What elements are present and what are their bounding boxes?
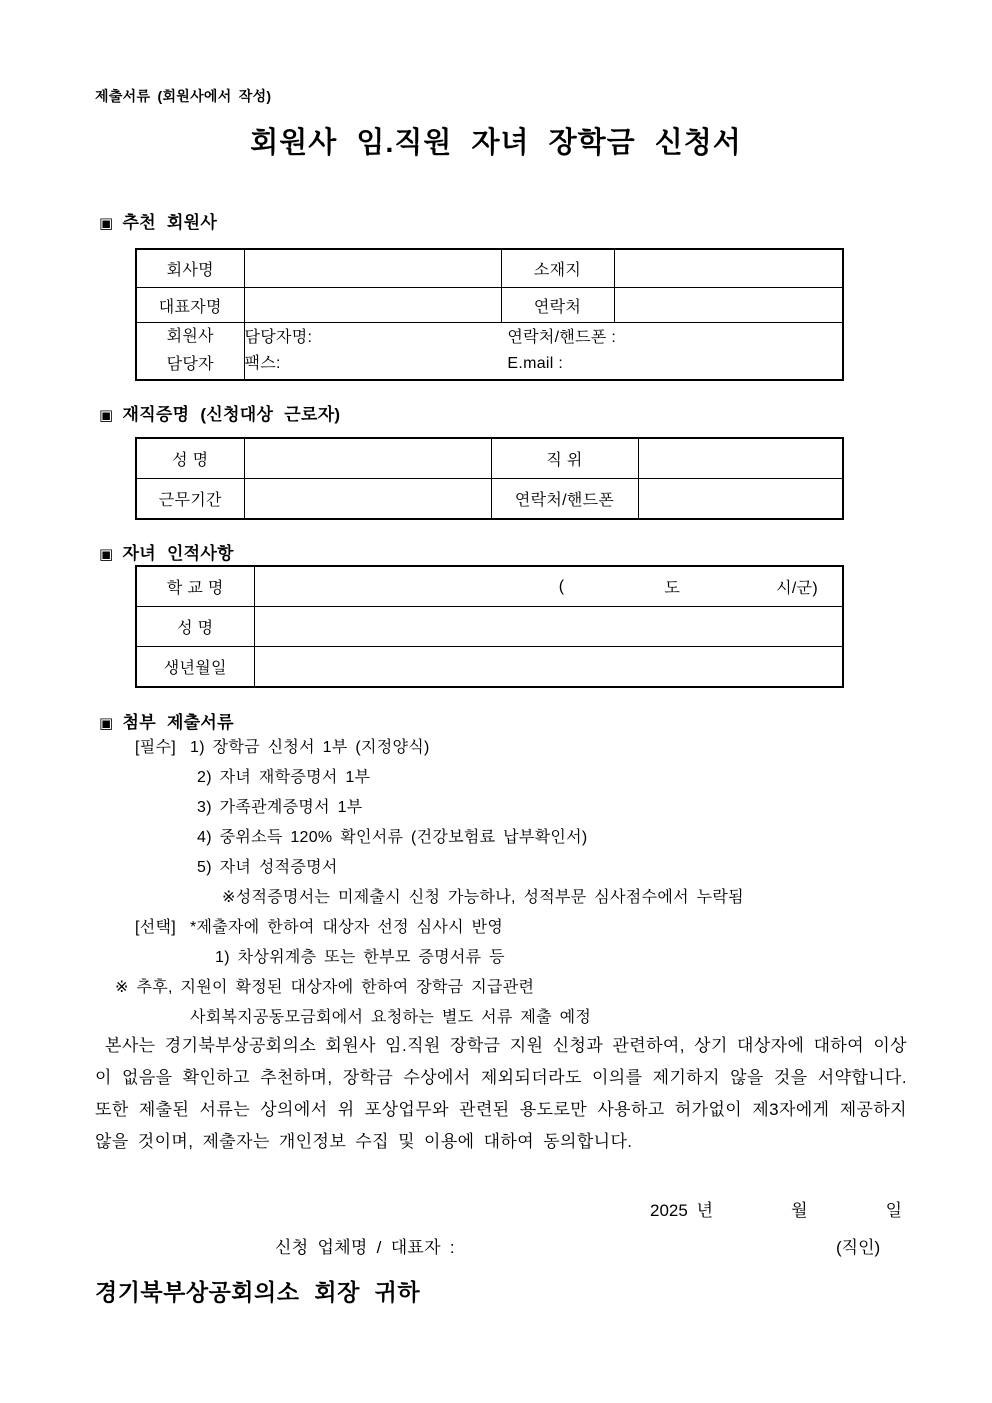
submission-note-label: 제출서류 (회원사에서 작성) [95,88,272,104]
school-name-field[interactable] [254,566,843,607]
optional-tag: [선택] [135,919,177,936]
section-title: 첨부 제출서류 [122,713,234,732]
section-square-icon: ▣ [99,546,114,563]
company-name-label: 회사명 [136,249,244,288]
future-note-line-2: 사회복지공동모금회에서 요청하는 별도 서류 제출 예정 [190,1009,592,1026]
city-label: 시/군) [776,580,818,597]
work-period-field[interactable] [244,479,491,520]
position-label: 직 위 [491,438,638,479]
recipient-line: 경기북부상공회의소 회장 귀하 [95,1279,421,1305]
contact-label: 연락처 [501,288,614,323]
school-region-hint [255,575,843,598]
table-row [136,607,843,647]
birth-date-label: 생년월일 [136,647,254,688]
location-field[interactable] [614,249,843,288]
child-info-table [135,565,844,688]
optional-line: [선택] *제출자에 한하여 대상자 선정 심사시 반영 [135,919,504,936]
required-tag: [필수] [135,739,177,756]
school-name-label: 학 교 명 [136,566,254,607]
table-row [136,288,843,323]
section-heading-employment [99,400,340,425]
company-name-field[interactable] [244,249,501,288]
section-title: 자녀 인적사항 [122,544,234,563]
declaration-paragraph: 본사는 경기북부상공회의소 회원사 임.직원 장학금 지원 신청과 관련하여, 상기 대상자에 대하여 이상이 없음을 확인하고 추천하며, 장학금 수상에서 제외되더라도 이의를 제기하지 않을 것을 서약합니다. 또한 제출된 서류는 상의에서 위 포상업무와 관련된 용도로만 사용하고 허가없이 제3자에게 제공하지 않을 것이며, 제출자는 개인정보 수집 및 이용에 대하여 동의합니다. [95,1036,907,1151]
staff-label: 회원사 담당자 [136,323,244,381]
optional-item-1: 1) 차상위계층 또는 한부모 증명서류 등 [215,949,505,966]
staff-phone-label: 연락처/핸드폰 : [507,329,617,346]
child-name-field[interactable] [254,607,843,647]
employment-table [135,437,844,520]
ceo-name-field[interactable] [244,288,501,323]
contact-field[interactable] [614,288,843,323]
date-line [650,1196,902,1221]
required-item-1: [필수] 1) 장학금 신청서 1부 (지정양식) [135,739,430,756]
date-month-label: 월 [791,1201,808,1220]
attachments-list [95,733,925,1033]
required-item-5: 5) 자녀 성적증명서 [197,859,338,876]
position-field[interactable] [638,438,843,479]
staff-line-2 [245,351,843,377]
section-title: 재직증명 (신청대상 근로자) [122,405,341,424]
paren-open: ( [558,577,565,595]
work-period-label: 근무기간 [136,479,244,520]
ceo-name-label: 대표자명 [136,288,244,323]
fax-label: 팩스: [244,355,281,372]
employee-phone-label: 연락처/핸드폰 [491,479,638,520]
table-row [136,323,843,381]
grade-note: ※성적증명서는 미제출시 신청 가능하나, 성적부문 심사점수에서 누락됨 [222,889,744,906]
location-label: 소재지 [501,249,614,288]
section-title: 추천 회원사 [122,213,218,232]
email-label: E.mail : [507,355,564,372]
seal-label: (직인) [836,1238,881,1257]
table-row [136,249,843,288]
table-row [136,647,843,688]
required-item-2: 2) 자녀 재학증명서 1부 [197,769,371,786]
province-label: 도 [664,580,681,597]
section-heading-child [99,539,234,564]
section-heading-attachments [99,708,234,733]
required-item-4: 4) 중위소득 120% 확인서류 (건강보험료 납부확인서) [197,829,588,846]
recommend-company-table [135,248,844,381]
date-year: 2025 년 [650,1201,713,1220]
section-heading-recommend [99,208,217,233]
table-row [136,438,843,479]
section-square-icon: ▣ [99,407,114,424]
child-name-label: 성 명 [136,607,254,647]
page-title: 회원사 임.직원 자녀 장학금 신청서 [250,127,742,159]
date-day-label: 일 [885,1201,902,1220]
table-row [136,566,843,607]
employee-name-label: 성 명 [136,438,244,479]
required-item-3: 3) 가족관계증명서 1부 [197,799,363,816]
staff-detail-cell[interactable] [244,323,843,381]
future-note-line-1: ※ 추후, 지원이 확정된 대상자에 한하여 장학금 지급관련 [115,979,535,996]
staff-line-1 [245,325,843,351]
section-square-icon: ▣ [99,715,114,732]
table-row [136,479,843,520]
staff-name-label: 담당자명: [244,329,313,346]
applicant-line: 신청 업체명 / 대표자 : [275,1238,455,1257]
section-square-icon: ▣ [99,215,114,232]
employee-name-field[interactable] [244,438,491,479]
birth-date-field[interactable] [254,647,843,688]
employee-phone-field[interactable] [638,479,843,520]
